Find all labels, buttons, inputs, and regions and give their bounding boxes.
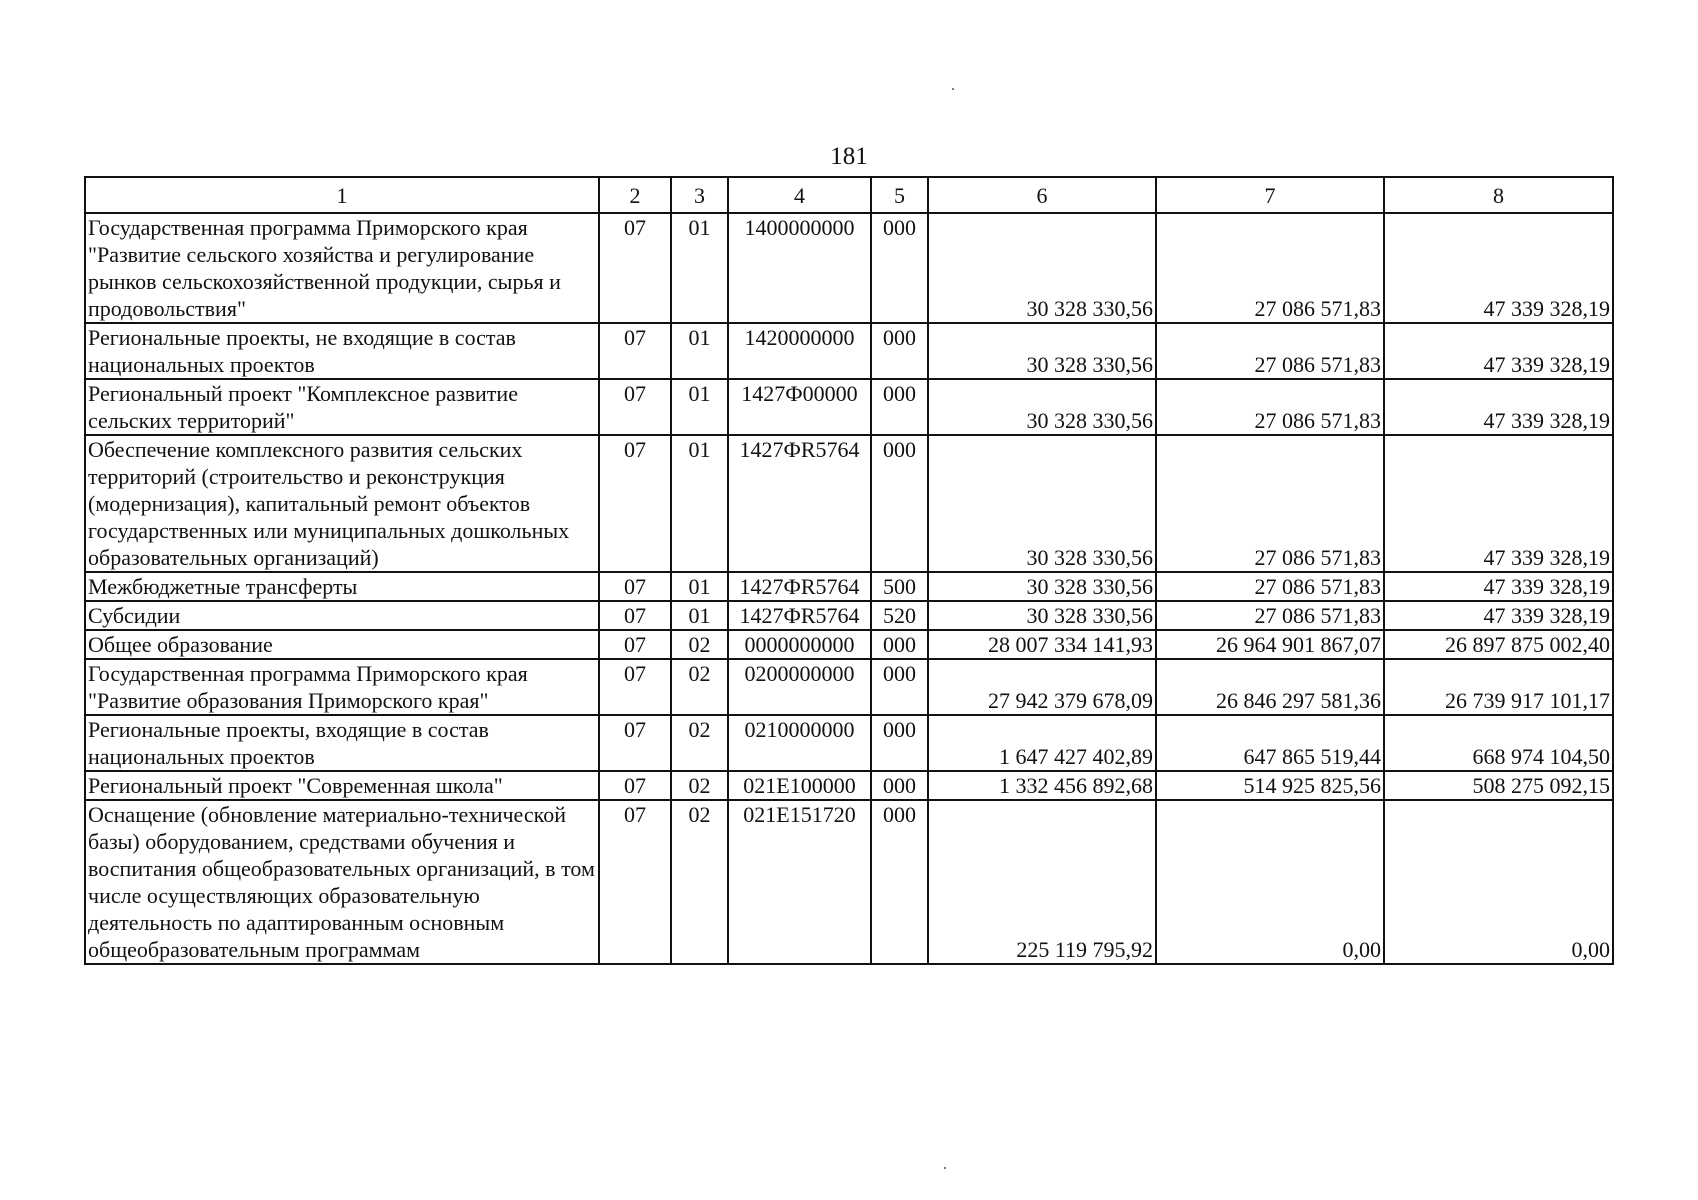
amount-col-6-cell: 225 119 795,92	[928, 800, 1156, 964]
page-number: 181	[830, 143, 868, 170]
row-name-cell: Межбюджетные трансферты	[85, 572, 599, 601]
header-col-2: 2	[599, 177, 671, 213]
amount-col-8-cell: 47 339 328,19	[1384, 323, 1613, 379]
target-article-cell: 0210000000	[728, 715, 871, 771]
amount-col-6-cell: 30 328 330,56	[928, 379, 1156, 435]
amount-col-7-cell: 27 086 571,83	[1156, 323, 1384, 379]
amount-col-7-cell: 27 086 571,83	[1156, 435, 1384, 572]
amount-col-7-cell: 27 086 571,83	[1156, 379, 1384, 435]
amount-col-6-cell: 30 328 330,56	[928, 213, 1156, 323]
table-row	[85, 379, 1613, 435]
subsection-code-cell: 01	[671, 213, 728, 323]
subsection-code-cell: 01	[671, 323, 728, 379]
amount-col-6-cell: 30 328 330,56	[928, 572, 1156, 601]
subsection-code-cell: 02	[671, 659, 728, 715]
subsection-code-cell: 01	[671, 601, 728, 630]
header-col-1: 1	[85, 177, 599, 213]
budget-table	[84, 176, 1614, 965]
scan-speck	[944, 1167, 946, 1169]
target-article-cell: 021Е151720	[728, 800, 871, 964]
header-col-8: 8	[1384, 177, 1613, 213]
section-code-cell: 07	[599, 771, 671, 800]
section-code-cell: 07	[599, 800, 671, 964]
amount-col-7-cell: 26 964 901 867,07	[1156, 630, 1384, 659]
section-code-cell: 07	[599, 715, 671, 771]
row-name-cell: Субсидии	[85, 601, 599, 630]
section-code-cell: 07	[599, 213, 671, 323]
section-code-cell: 07	[599, 630, 671, 659]
subsection-code-cell: 02	[671, 715, 728, 771]
header-col-6: 6	[928, 177, 1156, 213]
section-code-cell: 07	[599, 435, 671, 572]
header-col-5: 5	[871, 177, 928, 213]
target-article-cell: 0200000000	[728, 659, 871, 715]
amount-col-8-cell: 47 339 328,19	[1384, 601, 1613, 630]
budget-table-container	[84, 176, 1612, 965]
header-col-4: 4	[728, 177, 871, 213]
row-name-cell: Региональные проекты, не входящие в состав национальных проектов	[85, 323, 599, 379]
target-article-cell: 1400000000	[728, 213, 871, 323]
section-code-cell: 07	[599, 659, 671, 715]
amount-col-7-cell: 26 846 297 581,36	[1156, 659, 1384, 715]
amount-col-8-cell: 26 897 875 002,40	[1384, 630, 1613, 659]
amount-col-6-cell: 30 328 330,56	[928, 601, 1156, 630]
target-article-cell: 1420000000	[728, 323, 871, 379]
amount-col-8-cell: 508 275 092,15	[1384, 771, 1613, 800]
amount-col-8-cell: 47 339 328,19	[1384, 572, 1613, 601]
table-row	[85, 323, 1613, 379]
expense-type-cell: 000	[871, 435, 928, 572]
expense-type-cell: 000	[871, 800, 928, 964]
scan-speck	[952, 88, 954, 90]
table-row	[85, 435, 1613, 572]
target-article-cell: 021Е100000	[728, 771, 871, 800]
table-row	[85, 572, 1613, 601]
amount-col-8-cell: 47 339 328,19	[1384, 435, 1613, 572]
table-row	[85, 715, 1613, 771]
table-row	[85, 630, 1613, 659]
subsection-code-cell: 01	[671, 572, 728, 601]
amount-col-7-cell: 27 086 571,83	[1156, 601, 1384, 630]
row-name-cell: Обеспечение комплексного развития сельских территорий (строительство и реконструкция (модернизация), капитальный ремонт объектов государственных или муниципальных дошкольных образовательных организаций)	[85, 435, 599, 572]
target-article-cell: 0000000000	[728, 630, 871, 659]
amount-col-7-cell: 0,00	[1156, 800, 1384, 964]
amount-col-8-cell: 47 339 328,19	[1384, 213, 1613, 323]
target-article-cell: 1427ФR5764	[728, 435, 871, 572]
table-row	[85, 800, 1613, 964]
amount-col-6-cell: 1 647 427 402,89	[928, 715, 1156, 771]
expense-type-cell: 500	[871, 572, 928, 601]
row-name-cell: Общее образование	[85, 630, 599, 659]
expense-type-cell: 000	[871, 659, 928, 715]
amount-col-6-cell: 1 332 456 892,68	[928, 771, 1156, 800]
amount-col-6-cell: 30 328 330,56	[928, 323, 1156, 379]
expense-type-cell: 000	[871, 630, 928, 659]
row-name-cell: Государственная программа Приморского края "Развитие образования Приморского края"	[85, 659, 599, 715]
row-name-cell: Оснащение (обновление материально-технической базы) оборудованием, средствами обучения и воспитания общеобразовательных организаций, в том числе осуществляющих образовательную деятельность по адаптированным основным общеобразовательным программам	[85, 800, 599, 964]
expense-type-cell: 000	[871, 323, 928, 379]
amount-col-6-cell: 27 942 379 678,09	[928, 659, 1156, 715]
amount-col-7-cell: 647 865 519,44	[1156, 715, 1384, 771]
target-article-cell: 1427ФR5764	[728, 572, 871, 601]
amount-col-8-cell: 47 339 328,19	[1384, 379, 1613, 435]
expense-type-cell: 000	[871, 213, 928, 323]
expense-type-cell: 000	[871, 771, 928, 800]
subsection-code-cell: 02	[671, 630, 728, 659]
amount-col-6-cell: 30 328 330,56	[928, 435, 1156, 572]
header-col-7: 7	[1156, 177, 1384, 213]
table-row	[85, 771, 1613, 800]
subsection-code-cell: 02	[671, 800, 728, 964]
section-code-cell: 07	[599, 572, 671, 601]
section-code-cell: 07	[599, 601, 671, 630]
target-article-cell: 1427Ф00000	[728, 379, 871, 435]
amount-col-6-cell: 28 007 334 141,93	[928, 630, 1156, 659]
amount-col-7-cell: 27 086 571,83	[1156, 213, 1384, 323]
section-code-cell: 07	[599, 379, 671, 435]
header-col-3: 3	[671, 177, 728, 213]
row-name-cell: Региональный проект "Современная школа"	[85, 771, 599, 800]
amount-col-8-cell: 668 974 104,50	[1384, 715, 1613, 771]
amount-col-8-cell: 26 739 917 101,17	[1384, 659, 1613, 715]
amount-col-7-cell: 27 086 571,83	[1156, 572, 1384, 601]
table-header-row	[85, 177, 1613, 213]
table-row	[85, 601, 1613, 630]
subsection-code-cell: 02	[671, 771, 728, 800]
target-article-cell: 1427ФR5764	[728, 601, 871, 630]
expense-type-cell: 000	[871, 379, 928, 435]
expense-type-cell: 000	[871, 715, 928, 771]
expense-type-cell: 520	[871, 601, 928, 630]
table-row	[85, 659, 1613, 715]
row-name-cell: Государственная программа Приморского края "Развитие сельского хозяйства и регулирование рынков сельскохозяйственной продукции, сырья и продовольствия"	[85, 213, 599, 323]
row-name-cell: Региональный проект "Комплексное развитие сельских территорий"	[85, 379, 599, 435]
amount-col-7-cell: 514 925 825,56	[1156, 771, 1384, 800]
row-name-cell: Региональные проекты, входящие в состав национальных проектов	[85, 715, 599, 771]
subsection-code-cell: 01	[671, 379, 728, 435]
table-row	[85, 213, 1613, 323]
amount-col-8-cell: 0,00	[1384, 800, 1613, 964]
subsection-code-cell: 01	[671, 435, 728, 572]
section-code-cell: 07	[599, 323, 671, 379]
